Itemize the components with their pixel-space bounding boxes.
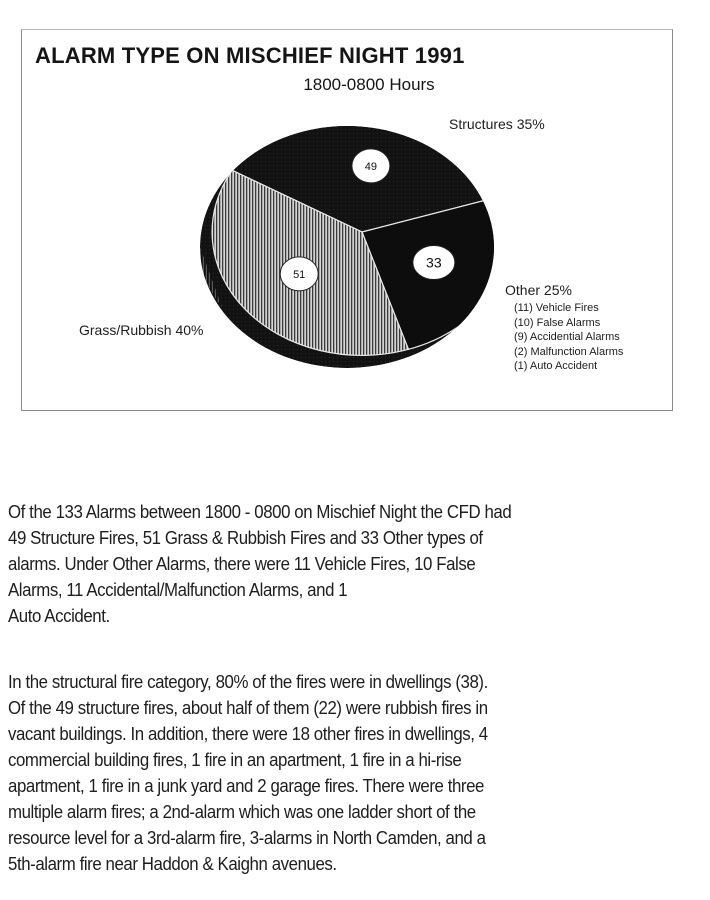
- chart-title: ALARM TYPE ON MISCHIEF NIGHT 1991: [35, 43, 465, 68]
- label-structures: Structures 35%: [449, 116, 545, 132]
- text-line: In the structural fire category, 80% of the fires were in dwellings (38).: [8, 671, 488, 692]
- paragraph-summary: [8, 499, 652, 629]
- text-line: 49 Structure Fires, 51 Grass & Rubbish Fires and 33 Other types of: [8, 527, 483, 548]
- paragraph-structural: [8, 669, 652, 877]
- text-line: Auto Accident.: [8, 605, 110, 626]
- breakdown-item: (2) Malfunction Alarms: [514, 345, 624, 358]
- text-line: alarms. Under Other Alarms, there were 11 Vehicle Fires, 10 False: [8, 553, 476, 574]
- text-line: apartment, 1 fire in a junk yard and 2 garage fires. There were three: [8, 775, 484, 796]
- text-line: 5th-alarm fire near Haddon & Kaighn avenues.: [8, 853, 337, 874]
- text-line: Of the 133 Alarms between 1800 - 0800 on Mischief Night the CFD had: [8, 501, 512, 522]
- breakdown-item: (9) Accidential Alarms: [514, 331, 620, 343]
- breakdown-item: (11) Vehicle Fires: [514, 302, 599, 314]
- text-line: vacant buildings. In addition, there were 18 other fires in dwellings, 4: [8, 723, 488, 744]
- chart-subtitle: 1800-0800 Hours: [303, 75, 435, 94]
- value-label: 49: [364, 160, 378, 173]
- breakdown-item: (10) False Alarms: [514, 316, 601, 329]
- text-line: Of the 49 structure fires, about half of them (22) were rubbish fires in: [8, 697, 488, 718]
- text-line: commercial building fires, 1 fire in an apartment, 1 fire in a hi-rise: [8, 749, 462, 770]
- label-other: Other 25%: [505, 282, 572, 298]
- value-label: 51: [293, 268, 306, 281]
- text-line: Alarms, 11 Accidental/Malfunction Alarms, and 1: [8, 579, 348, 600]
- value-label: 33: [426, 254, 442, 271]
- breakdown-item: (1) Auto Accident: [514, 360, 598, 372]
- text-line: multiple alarm fires; a 2nd-alarm which was one ladder short of the: [8, 801, 476, 822]
- label-grass-rubbish: Grass/Rubbish 40%: [79, 322, 204, 338]
- text-line: resource level for a 3rd-alarm fire, 3-alarms in North Camden, and a: [8, 827, 486, 848]
